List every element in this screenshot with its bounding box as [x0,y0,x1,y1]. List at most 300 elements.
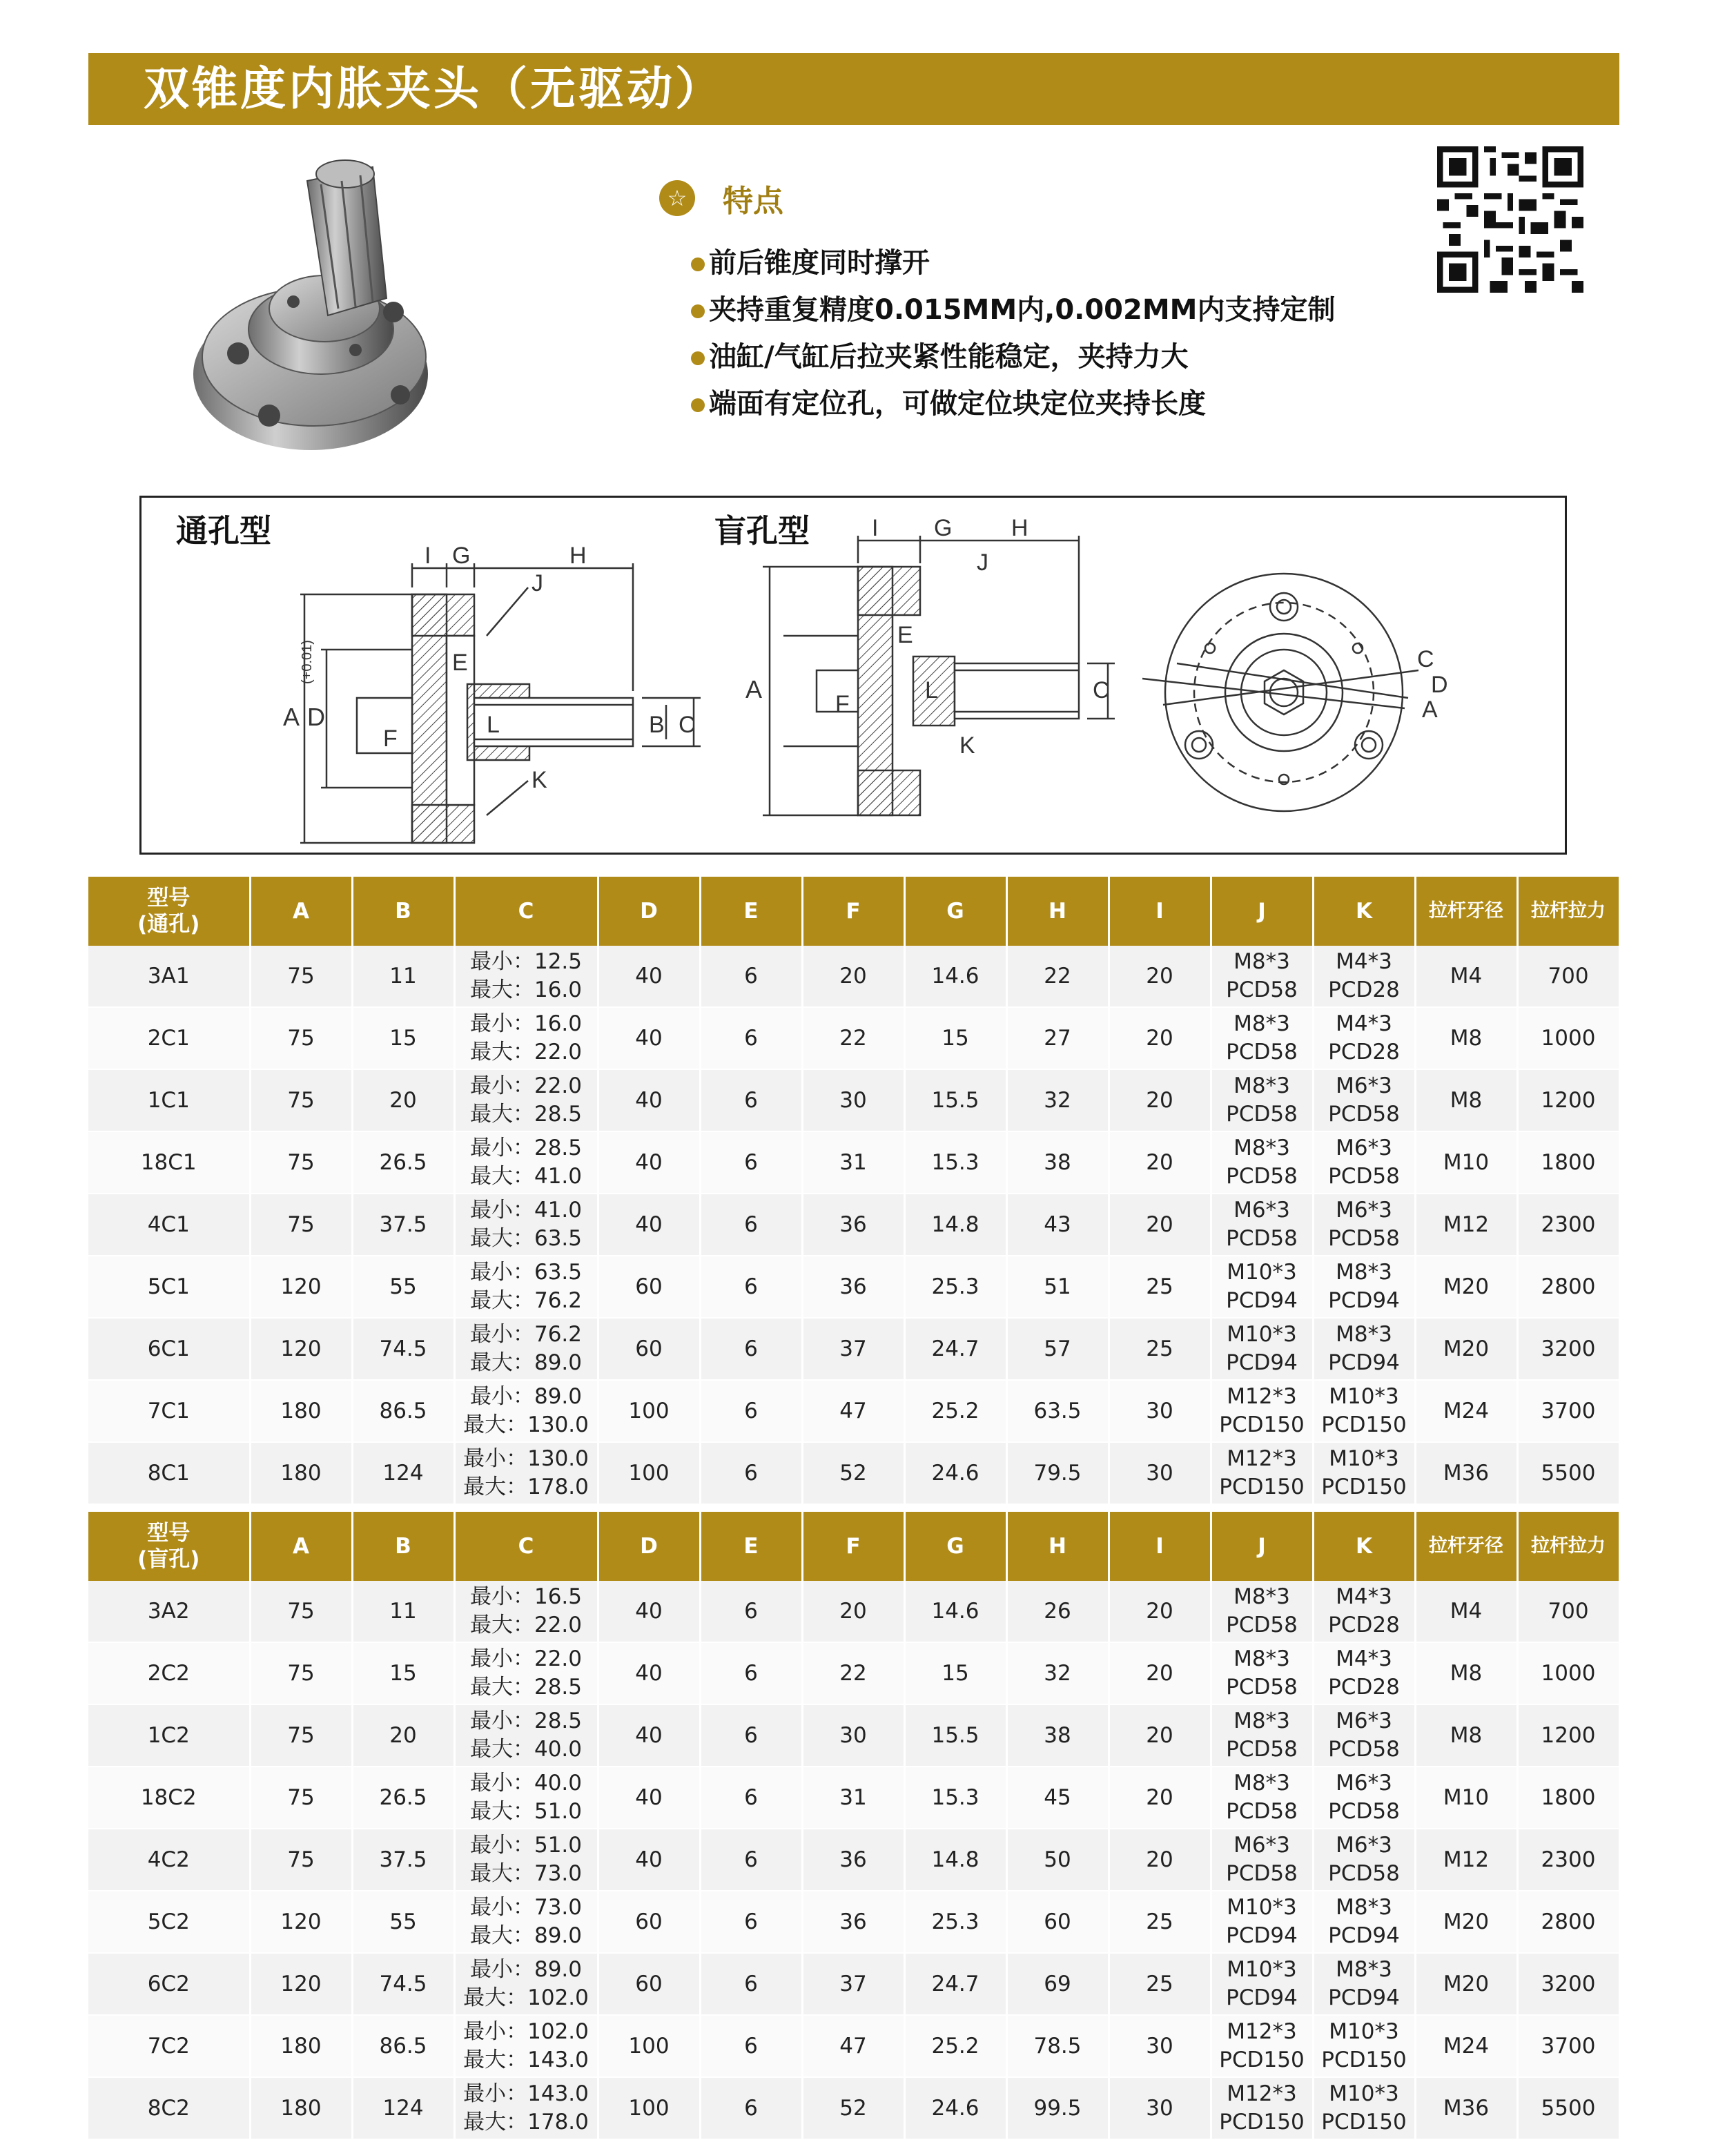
table-cell: 最小：40.0 最大：51.0 [454,1767,598,1829]
table-cell: 27 [1006,1007,1109,1069]
table-cell: 最小：28.5 最大：40.0 [454,1704,598,1767]
column-header: B [352,877,454,946]
table-cell: M8 [1415,1642,1517,1704]
table-cell: 60 [598,1891,700,1953]
star-icon: ☆ [659,180,695,216]
table-cell: 最小：22.0 最大：28.5 [454,1642,598,1704]
table-cell: M20 [1415,1318,1517,1380]
table-cell: M4*3 PCD28 [1313,1581,1415,1642]
table-cell: 最小：102.0 最大：143.0 [454,2015,598,2077]
table-cell: 120 [250,1891,352,1953]
table-cell: M10*3 PCD94 [1211,1891,1313,1953]
table-cell: 6 [700,1704,802,1767]
table-cell: 79.5 [1006,1442,1109,1504]
table-cell: 74.5 [352,1953,454,2015]
column-header: C [454,1512,598,1581]
table-cell: 74.5 [352,1318,454,1380]
table-cell: M10*3 PCD94 [1211,1953,1313,2015]
dim-label-tolerance: (+0.01) [300,640,315,684]
table-row [88,1131,1619,1194]
table-cell: 2800 [1517,1256,1619,1318]
table-header-row [88,877,1619,946]
table-cell: 6 [700,946,802,1007]
table-cell: 6 [700,2015,802,2077]
table-cell: 6 [700,1953,802,2015]
table-cell: 18C2 [88,1767,250,1829]
table-cell: 最小：89.0 最大：130.0 [454,1380,598,1442]
table-cell: 15 [352,1007,454,1069]
table-cell: 37 [802,1318,904,1380]
table-cell: M6*3 PCD58 [1313,1069,1415,1131]
bullet-icon [691,398,705,412]
table-cell: 18C1 [88,1131,250,1194]
table-cell: 22 [802,1007,904,1069]
column-header: H [1006,877,1109,946]
table-cell: 1000 [1517,1642,1619,1704]
table-cell: 75 [250,1581,352,1642]
table-cell: 5C1 [88,1256,250,1318]
table-cell: M36 [1415,2077,1517,2139]
spec-table-blind [88,1512,1621,2140]
table-cell: 1C1 [88,1069,250,1131]
dim-label-H: H [569,543,587,569]
table-cell: 37.5 [352,1194,454,1256]
table-cell: 57 [1006,1318,1109,1380]
table-cell: 51 [1006,1256,1109,1318]
table-cell: 45 [1006,1767,1109,1829]
table-cell: 3700 [1517,2015,1619,2077]
table-cell: 180 [250,1380,352,1442]
table-cell: M10*3 PCD94 [1211,1256,1313,1318]
table-cell: 15 [352,1642,454,1704]
table-cell: 40 [598,946,700,1007]
table-cell: 40 [598,1829,700,1891]
table-cell: 40 [598,1069,700,1131]
table-cell: 15 [904,1642,1006,1704]
table-cell: 20 [352,1704,454,1767]
table-cell: M4*3 PCD28 [1313,946,1415,1007]
table-cell: 最小：41.0 最大：63.5 [454,1194,598,1256]
table-cell: 60 [598,1953,700,2015]
table-cell: M8*3 PCD94 [1313,1891,1415,1953]
table-cell: 6 [700,1256,802,1318]
column-header: 型号 (盲孔) [88,1512,250,1581]
table-cell: 86.5 [352,2015,454,2077]
table-cell: 78.5 [1006,2015,1109,2077]
table-cell: 1800 [1517,1767,1619,1829]
table-cell: 40 [598,1642,700,1704]
table-cell: 2300 [1517,1829,1619,1891]
table-cell: 14.8 [904,1194,1006,1256]
table-cell: 11 [352,1581,454,1642]
table-cell: 120 [250,1953,352,2015]
table-cell: 180 [250,2077,352,2139]
table-row [88,1256,1619,1318]
feature-item: 端面有定位孔，可做定位块定位夹持长度 [659,380,1335,427]
table-cell: M4*3 PCD28 [1313,1642,1415,1704]
table-cell: 最小：89.0 最大：102.0 [454,1953,598,2015]
features-list [659,240,1335,427]
table-cell: 20 [1109,1767,1211,1829]
table-cell: 5C2 [88,1891,250,1953]
table-cell: 40 [598,1194,700,1256]
table-cell: 75 [250,1194,352,1256]
table-row [88,1581,1619,1642]
table-row [88,1953,1619,2015]
title-bar [88,53,1619,125]
table-cell: 1200 [1517,1704,1619,1767]
dim-label-F: F [383,726,398,752]
table-cell: M6*3 PCD58 [1313,1131,1415,1194]
table-cell: 6 [700,1007,802,1069]
feature-item: 夹持重复精度0.015MM内,0.002MM内支持定制 [659,286,1335,333]
table-cell: 24.7 [904,1318,1006,1380]
table-cell: 6 [700,1069,802,1131]
table-cell: 20 [1109,1642,1211,1704]
front-dim-label-A: A [1422,697,1438,723]
table-cell: M8*3 PCD94 [1313,1953,1415,2015]
table-cell: M20 [1415,1953,1517,2015]
feature-item: 前后锥度同时撑开 [659,240,1335,286]
table-cell: M24 [1415,1380,1517,1442]
table-cell: 20 [1109,1581,1211,1642]
table-cell: M8 [1415,1007,1517,1069]
table-cell: M4 [1415,946,1517,1007]
table-cell: M10*3 PCD150 [1313,2015,1415,2077]
table-cell: M6*3 PCD58 [1211,1829,1313,1891]
column-header: C [454,877,598,946]
table-cell: 20 [802,1581,904,1642]
table-cell: 15.5 [904,1704,1006,1767]
table-cell: 6 [700,1642,802,1704]
table-row [88,2077,1619,2139]
table-cell: 26.5 [352,1767,454,1829]
table-cell: 75 [250,1642,352,1704]
table-row [88,1194,1619,1256]
table-cell: 124 [352,2077,454,2139]
table-cell: 52 [802,1442,904,1504]
table-cell: 37 [802,1953,904,2015]
blind-dim-label-L: L [925,677,938,703]
table-cell: 最小：63.5 最大：76.2 [454,1256,598,1318]
table-cell: 2300 [1517,1194,1619,1256]
table-cell: 3A2 [88,1581,250,1642]
table-cell: M36 [1415,1442,1517,1504]
table-cell: 8C1 [88,1442,250,1504]
table-cell: M12*3 PCD150 [1211,2015,1313,2077]
table-cell: 最小：12.5 最大：16.0 [454,946,598,1007]
blind-dim-label-E: E [897,622,913,648]
table-cell: 75 [250,946,352,1007]
table-cell: M8*3 PCD58 [1211,1069,1313,1131]
table-cell: 100 [598,2077,700,2139]
table-cell: 最小：22.0 最大：28.5 [454,1069,598,1131]
column-header: G [904,877,1006,946]
front-view [1142,574,1418,811]
column-header: I [1109,1512,1211,1581]
table-cell: 6 [700,1442,802,1504]
table-cell: 最小：73.0 最大：89.0 [454,1891,598,1953]
table-cell: 6 [700,2077,802,2139]
table-cell: 最小：28.5 最大：41.0 [454,1131,598,1194]
table-cell: 6 [700,1829,802,1891]
table-cell: 40 [598,1131,700,1194]
table-cell: 52 [802,2077,904,2139]
table-cell: 22 [1006,946,1109,1007]
product-image [173,153,449,464]
table-cell: 47 [802,1380,904,1442]
table-cell: 6 [700,1131,802,1194]
table-cell: 25.2 [904,2015,1006,2077]
table-cell: 最小：76.2 最大：89.0 [454,1318,598,1380]
table-cell: 2C2 [88,1642,250,1704]
dim-label-A: A [283,703,300,731]
table-cell: M6*3 PCD58 [1313,1194,1415,1256]
blind-dim-label-F: F [835,691,850,717]
table-cell: 20 [352,1069,454,1131]
table-cell: 25.2 [904,1380,1006,1442]
table-cell: 14.6 [904,1581,1006,1642]
drawing-svg [142,498,1565,853]
table-cell: 47 [802,2015,904,2077]
table-cell: 69 [1006,1953,1109,2015]
table-cell: 15 [904,1007,1006,1069]
table-cell: 30 [1109,1442,1211,1504]
table-cell: 7C2 [88,2015,250,2077]
table-cell: 1C2 [88,1704,250,1767]
table-cell: 20 [1109,1829,1211,1891]
table-cell: 38 [1006,1704,1109,1767]
dim-label-E: E [452,650,468,676]
table-cell: M20 [1415,1891,1517,1953]
column-header: B [352,1512,454,1581]
dim-label-C: C [679,712,696,738]
table-cell: 6 [700,1767,802,1829]
table-cell: 6 [700,1194,802,1256]
table-cell: 37.5 [352,1829,454,1891]
column-header: D [598,1512,700,1581]
table-cell: 20 [1109,1194,1211,1256]
blind-dim-label-J: J [977,549,988,576]
table-cell: 124 [352,1442,454,1504]
column-header: D [598,877,700,946]
blind-dim-label-I: I [872,515,879,541]
front-dim-label-C: C [1417,646,1434,672]
features-header [659,176,1335,220]
table-cell: 99.5 [1006,2077,1109,2139]
table-cell: M10*3 PCD150 [1313,2077,1415,2139]
table-cell: M12*3 PCD150 [1211,1442,1313,1504]
dim-label-D: D [307,703,325,731]
table-cell: M10 [1415,1131,1517,1194]
table-cell: 1000 [1517,1007,1619,1069]
table-cell: 30 [802,1704,904,1767]
column-header: J [1211,1512,1313,1581]
table-cell: 14.6 [904,946,1006,1007]
table-cell: M4*3 PCD28 [1313,1007,1415,1069]
table-cell: M8 [1415,1069,1517,1131]
table-cell: 20 [1109,1007,1211,1069]
column-header: 拉杆牙径 [1415,877,1517,946]
table-cell: 30 [1109,1380,1211,1442]
table-row [88,1442,1619,1504]
table-row [88,1829,1619,1891]
table-row [88,2015,1619,2077]
table-cell: 30 [802,1069,904,1131]
table-row [88,946,1619,1007]
column-header: E [700,877,802,946]
table-cell: 50 [1006,1829,1109,1891]
table-cell: 1800 [1517,1131,1619,1194]
column-header: K [1313,1512,1415,1581]
table-cell: 25 [1109,1256,1211,1318]
table-cell: 60 [598,1318,700,1380]
table-cell: 75 [250,1069,352,1131]
blind-dim-label-C: C [1093,677,1110,703]
table-cell: 3A1 [88,946,250,1007]
technical-drawing [139,496,1567,855]
table-cell: 100 [598,2015,700,2077]
column-header: 拉杆拉力 [1517,877,1619,946]
blind-dim-label-A: A [745,675,763,703]
through-type-label: 通孔型 [176,512,271,549]
table-cell: 20 [1109,1704,1211,1767]
table-cell: 75 [250,1829,352,1891]
table-cell: 7C1 [88,1380,250,1442]
table-cell: 3200 [1517,1318,1619,1380]
table-cell: M6*3 PCD58 [1313,1829,1415,1891]
table-cell: M10*3 PCD150 [1313,1380,1415,1442]
table-row [88,1642,1619,1704]
blind-dim-label-G: G [934,515,953,541]
table-cell: 75 [250,1131,352,1194]
table-row [88,1007,1619,1069]
table-cell: 1200 [1517,1069,1619,1131]
table-cell: 4C1 [88,1194,250,1256]
table-cell: 40 [598,1767,700,1829]
table-cell: M12*3 PCD150 [1211,1380,1313,1442]
dim-label-I: I [425,543,431,569]
column-header: I [1109,877,1211,946]
table-cell: M8*3 PCD94 [1313,1318,1415,1380]
table-cell: 最小：16.0 最大：22.0 [454,1007,598,1069]
table-cell: M10 [1415,1767,1517,1829]
table-cell: 75 [250,1704,352,1767]
table-cell: 4C2 [88,1829,250,1891]
table-cell: 6 [700,1380,802,1442]
column-header: H [1006,1512,1109,1581]
table-cell: 3200 [1517,1953,1619,2015]
table-cell: 25.3 [904,1891,1006,1953]
table-cell: 75 [250,1767,352,1829]
table-cell: 180 [250,2015,352,2077]
table-cell: 43 [1006,1194,1109,1256]
dim-label-G: G [452,543,471,569]
blind-type-label: 盲孔型 [714,512,810,549]
table-cell: M8*3 PCD58 [1211,1704,1313,1767]
table-cell: M4 [1415,1581,1517,1642]
table-cell: 15.3 [904,1131,1006,1194]
table-cell: 8C2 [88,2077,250,2139]
dim-label-J: J [531,570,543,596]
table-header-row [88,1512,1619,1581]
qr-code[interactable] [1437,146,1583,293]
dim-label-B: B [649,712,665,738]
page-title: 双锥度内胀夹头（无驱动） [144,62,723,115]
table-cell: 25 [1109,1953,1211,2015]
table-cell: 60 [1006,1891,1109,1953]
table-cell: 36 [802,1194,904,1256]
column-header: 拉杆牙径 [1415,1512,1517,1581]
table-cell: 14.8 [904,1829,1006,1891]
blind-dim-label-H: H [1011,515,1028,541]
table-cell: 100 [598,1442,700,1504]
table-cell: 3700 [1517,1380,1619,1442]
table-cell: 40 [598,1581,700,1642]
table-cell: 25.3 [904,1256,1006,1318]
front-dim-label-D: D [1431,672,1448,698]
feature-item: 油缸/气缸后拉夹紧性能稳定，夹持力大 [659,333,1335,380]
table-cell: 15.3 [904,1767,1006,1829]
table-cell: 30 [1109,2077,1211,2139]
table-cell: M8*3 PCD94 [1313,1256,1415,1318]
blind-hole-section [763,536,1115,815]
table-cell: 22 [802,1642,904,1704]
table-cell: 40 [598,1704,700,1767]
column-header: A [250,877,352,946]
table-row [88,1704,1619,1767]
table-cell: M10*3 PCD150 [1313,1442,1415,1504]
table-cell: 15.5 [904,1069,1006,1131]
table-cell: 40 [598,1007,700,1069]
table-cell: M24 [1415,2015,1517,2077]
table-cell: 24.6 [904,1442,1006,1504]
table-cell: 32 [1006,1069,1109,1131]
column-header: F [802,1512,904,1581]
dim-label-L: L [487,712,500,738]
table-cell: 最小：130.0 最大：178.0 [454,1442,598,1504]
table-cell: 6 [700,1891,802,1953]
table-cell: 120 [250,1256,352,1318]
table-cell: M6*3 PCD58 [1313,1704,1415,1767]
through-hole-section [300,563,701,843]
column-header: F [802,877,904,946]
table-cell: 55 [352,1891,454,1953]
table-row [88,1069,1619,1131]
table-cell: 63.5 [1006,1380,1109,1442]
table-row [88,1767,1619,1829]
column-header: G [904,1512,1006,1581]
table-cell: M10*3 PCD94 [1211,1318,1313,1380]
column-header: K [1313,877,1415,946]
table-cell: 26 [1006,1581,1109,1642]
dim-label-K: K [531,767,547,793]
table-cell: 75 [250,1007,352,1069]
blind-dim-label-K: K [959,732,975,759]
table-cell: 31 [802,1131,904,1194]
features-section [659,176,1335,427]
table-cell: M6*3 PCD58 [1211,1194,1313,1256]
table-cell: 20 [1109,1069,1211,1131]
table-cell: M8*3 PCD58 [1211,1007,1313,1069]
table-cell: M12*3 PCD150 [1211,2077,1313,2139]
column-header: 拉杆拉力 [1517,1512,1619,1581]
bullet-icon [691,257,705,271]
table-cell: 20 [1109,946,1211,1007]
table-cell: 6C2 [88,1953,250,2015]
table-cell: 最小：16.5 最大：22.0 [454,1581,598,1642]
table-row [88,1380,1619,1442]
